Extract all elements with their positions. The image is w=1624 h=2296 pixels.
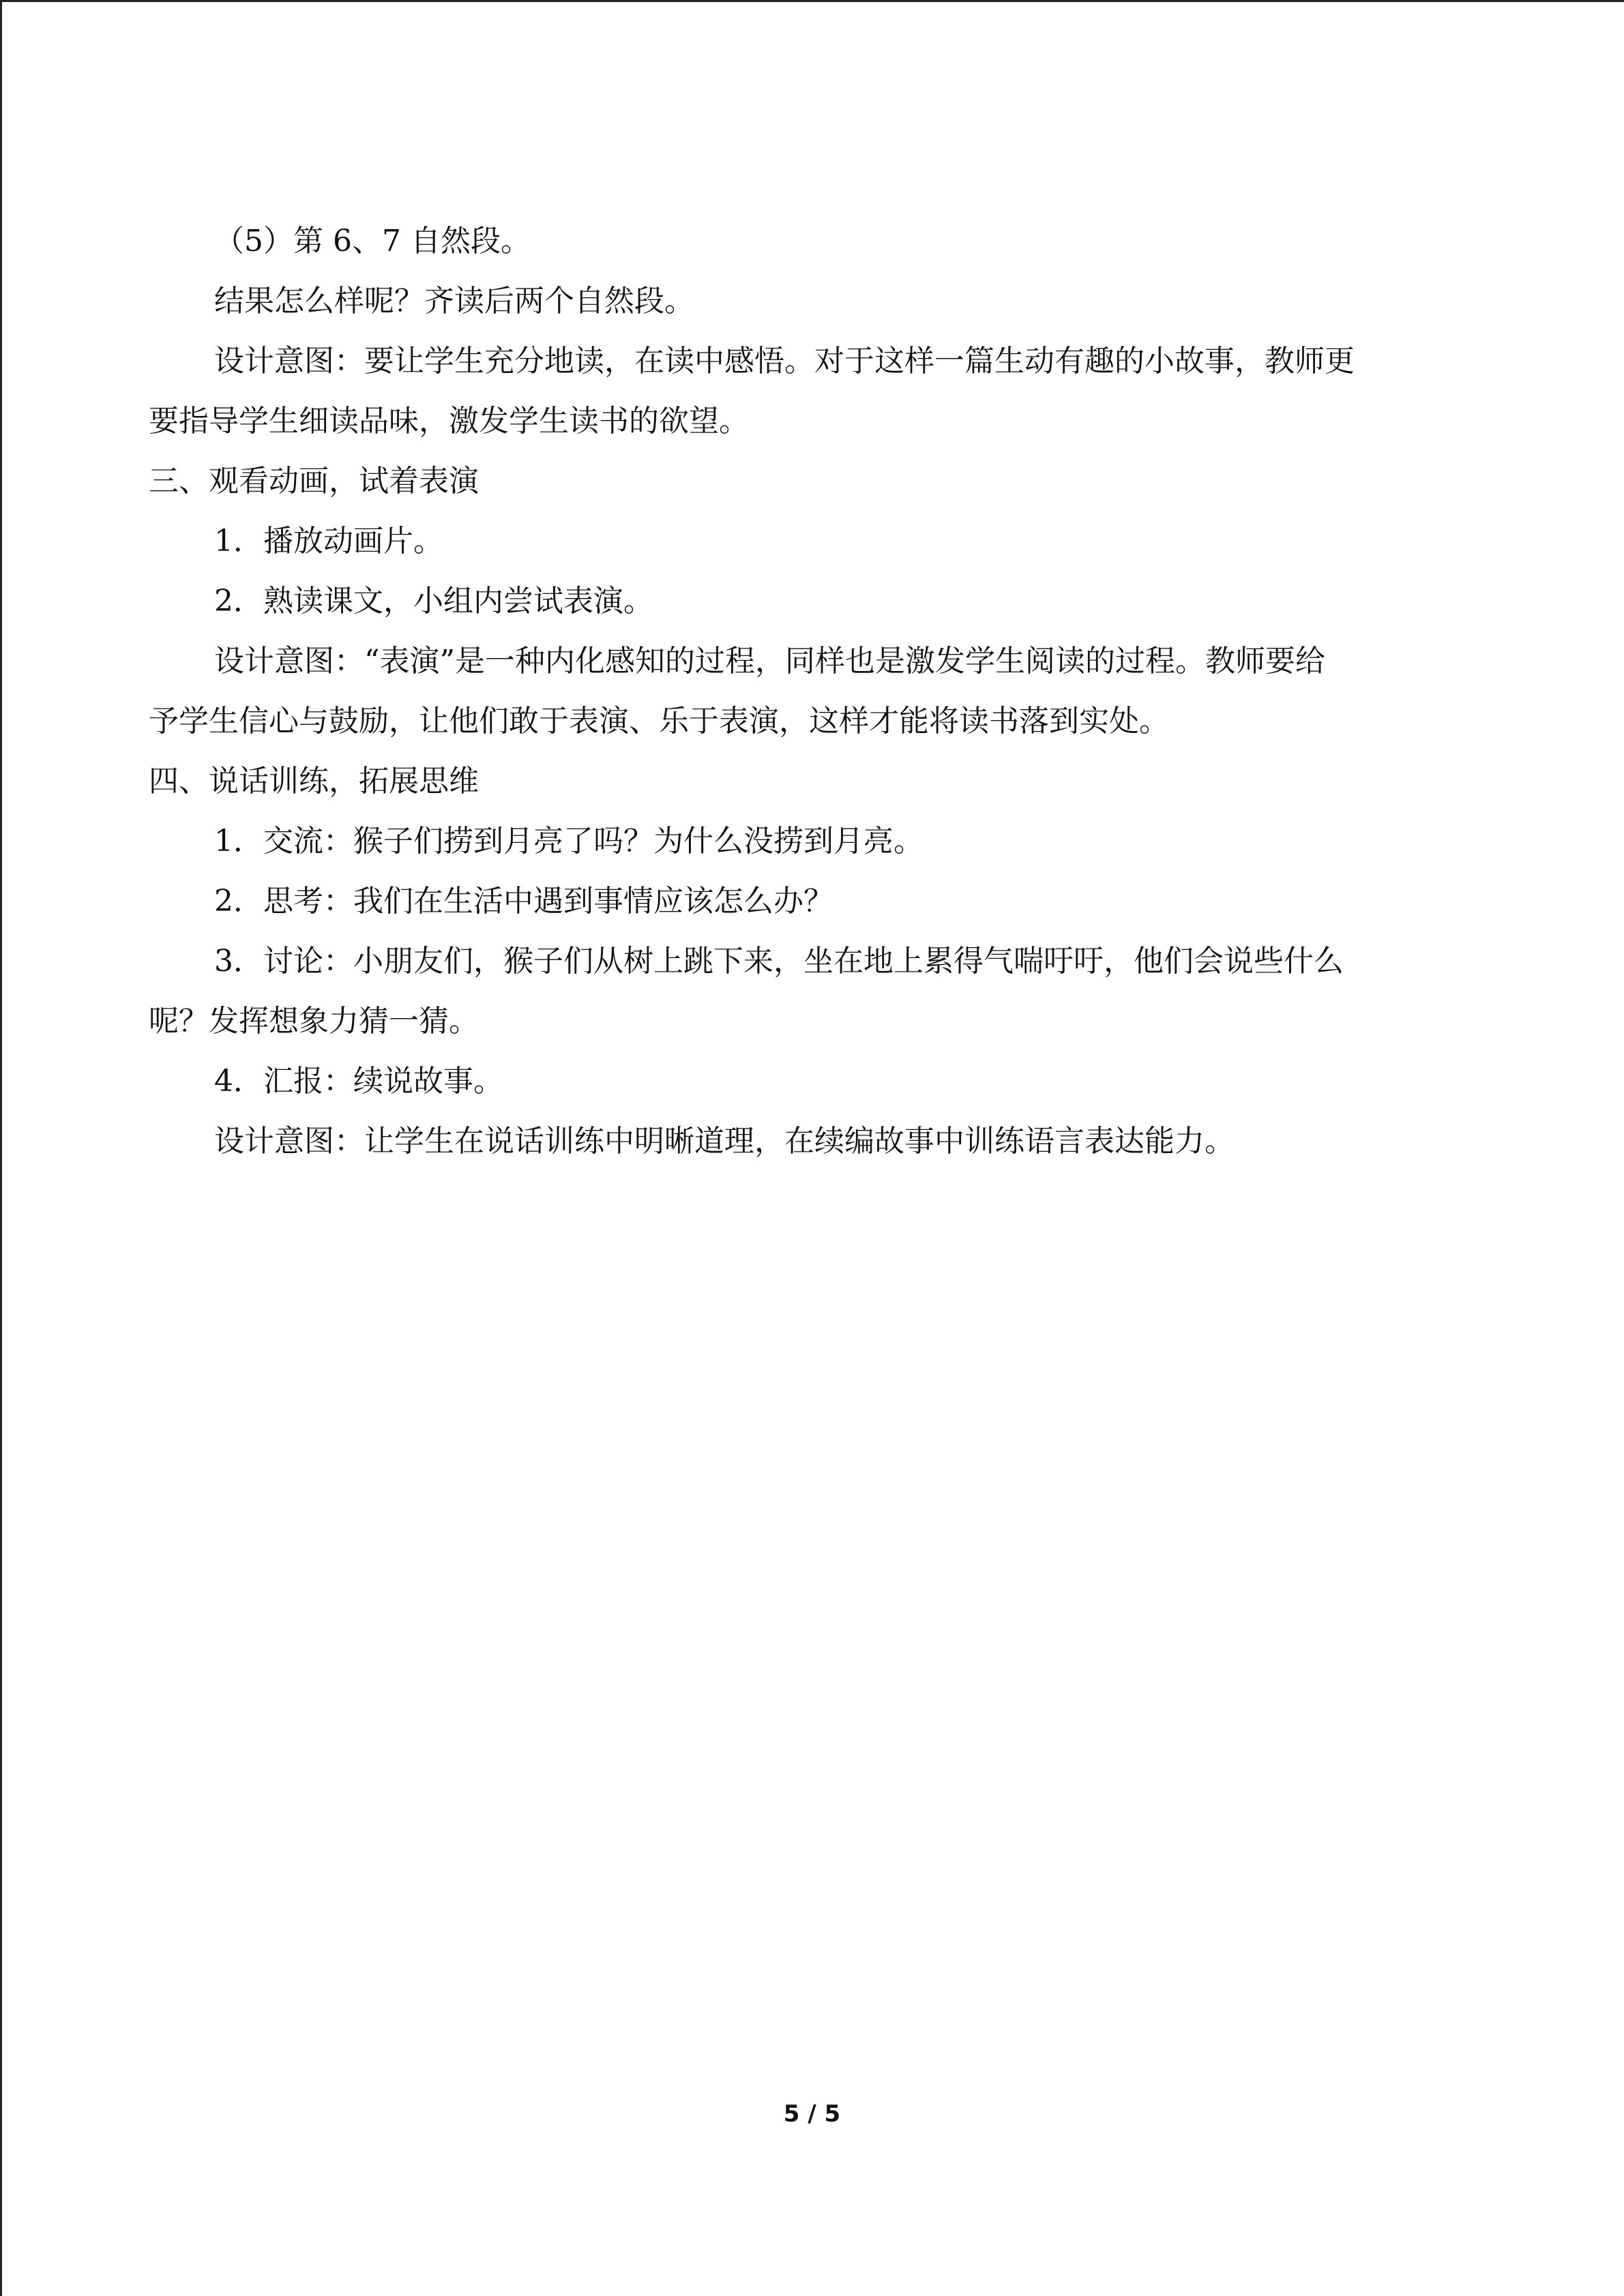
paragraph-line: 呢？发挥想象力猜一猜。 — [149, 1004, 479, 1039]
list-item: 2．思考：我们在生活中遇到事情应该怎么办？ — [214, 884, 833, 919]
paragraph-line: 予学生信心与鼓励，让他们敢于表演、乐于表演，这样才能将读书落到实处。 — [149, 704, 1169, 739]
document-body — [149, 211, 1458, 1172]
paragraph-line: 结果怎么样呢？齐读后两个自然段。 — [214, 284, 694, 318]
page-number: 5 / 5 — [783, 2100, 841, 2128]
list-item: 4．汇报：续说故事。 — [214, 1064, 503, 1099]
paragraph-line: 设计意图：让学生在说话训练中明晰道理，在续编故事中训练语言表达能力。 — [214, 1124, 1235, 1159]
section-heading: 三、观看动画，试着表演 — [149, 464, 479, 498]
paragraph-line: 设计意图：“表演”是一种内化感知的过程，同样也是激发学生阅读的过程。教师要给 — [214, 644, 1325, 679]
paragraph-line: 设计意图：要让学生充分地读，在读中感悟。对于这样一篇生动有趣的小故事，教师更 — [214, 344, 1355, 378]
section-heading: 四、说话训练，拓展思维 — [149, 764, 479, 799]
paragraph-line: （5）第 6、7 自然段。 — [214, 224, 531, 258]
paragraph-line: 要指导学生细读品味，激发学生读书的欲望。 — [149, 404, 749, 438]
list-item: 2．熟读课文，小组内尝试表演。 — [214, 584, 653, 618]
list-item: 1．播放动画片。 — [214, 524, 443, 558]
list-item: 3．讨论：小朋友们，猴子们从树上跳下来，坐在地上累得气喘吁吁，他们会说些什么 — [214, 944, 1344, 979]
list-item: 1．交流：猴子们捞到月亮了吗？为什么没捞到月亮。 — [214, 824, 924, 859]
